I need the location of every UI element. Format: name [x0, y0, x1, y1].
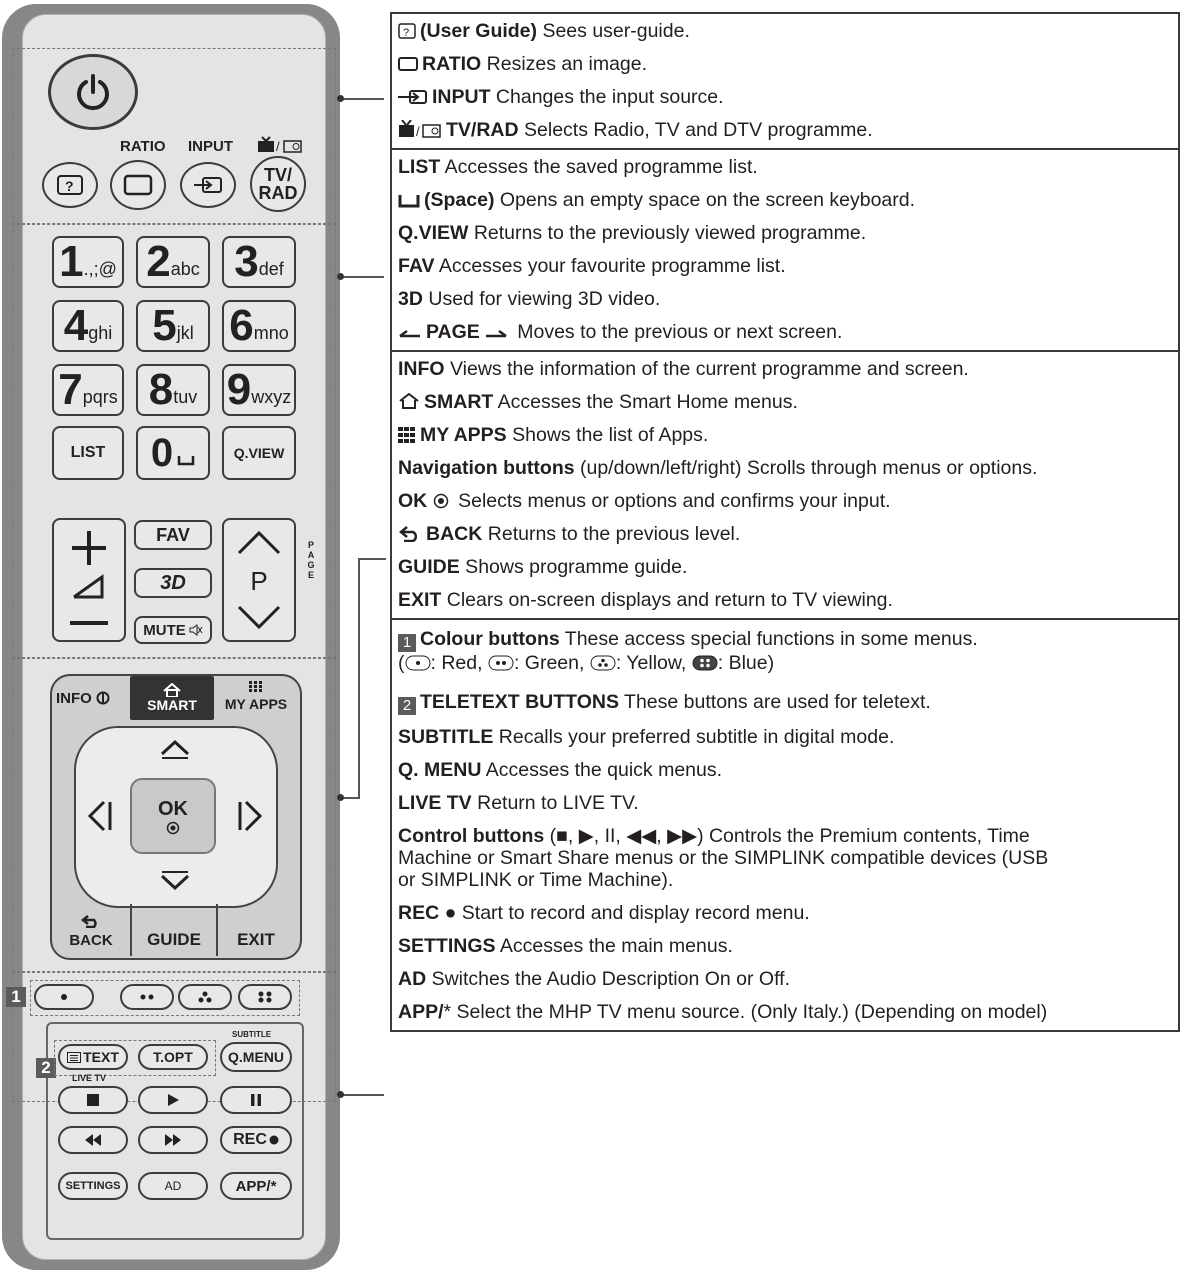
number-letters: tuv: [173, 386, 198, 407]
ad-button[interactable]: AD: [138, 1172, 208, 1200]
number-letters: pqrs: [82, 386, 118, 407]
number-button-5[interactable]: [136, 300, 210, 352]
space-icon: [177, 454, 195, 466]
row-livetv: LIVE TV Return to LIVE TV.: [398, 792, 639, 814]
user-guide-icon: [57, 175, 83, 195]
svg-text:?: ?: [65, 178, 74, 194]
green-button-icon: [488, 655, 514, 671]
input-icon: [193, 175, 223, 195]
red-button[interactable]: [34, 984, 94, 1010]
zero-button[interactable]: [136, 426, 210, 480]
leader-line-1: [340, 98, 384, 100]
teletext-badge: 2: [398, 697, 416, 715]
green-dots-icon: [140, 993, 154, 1001]
number-digit: 8: [148, 365, 172, 414]
right-arrow-icon[interactable]: [234, 798, 264, 834]
ratio-icon: [398, 56, 418, 72]
svg-text:/: /: [416, 124, 420, 138]
row-list: LIST Accesses the saved programme list.: [398, 156, 758, 178]
number-button-1[interactable]: [52, 236, 124, 288]
ok-button[interactable]: [130, 778, 216, 854]
row-settings: SETTINGS Accesses the main menus.: [398, 935, 733, 957]
myapps-label: MY APPS: [224, 696, 288, 712]
space-icon: [398, 194, 420, 208]
leader-line-3a: [358, 558, 386, 560]
number-letters: def: [258, 258, 284, 279]
p-label: P: [250, 566, 268, 596]
row-ratio: RATIO Resizes an image.: [392, 49, 1178, 82]
row-navigation: Navigation buttons (up/down/left/right) Scrolls through menus or options.: [398, 457, 1038, 479]
mute-button[interactable]: [134, 616, 212, 644]
number-digit: 1: [59, 237, 82, 286]
ok-label: OK: [158, 797, 188, 820]
back-arrow-icon: [80, 914, 102, 928]
pause-button[interactable]: [220, 1086, 292, 1114]
qmenu-button[interactable]: Q.MENU: [220, 1042, 292, 1072]
red-button-icon: [405, 655, 431, 671]
row-qmenu: Q. MENU Accesses the quick menus.: [398, 759, 723, 781]
button-description-table: [390, 12, 1180, 1032]
pause-icon: [250, 1094, 262, 1106]
svg-text:?: ?: [403, 27, 410, 39]
3d-button[interactable]: 3D: [134, 568, 212, 598]
green-button[interactable]: [120, 984, 174, 1010]
number-letters: mno: [253, 322, 289, 343]
row-ok: OK Selects menus or options and confirms your input.: [398, 490, 891, 512]
number-button-7[interactable]: [52, 364, 124, 416]
number-digit: 2: [146, 237, 169, 286]
topt-button[interactable]: T.OPT: [138, 1044, 208, 1070]
mute-label: MUTE: [143, 621, 186, 639]
fast-forward-icon: [164, 1134, 182, 1146]
blue-button-icon: [692, 655, 718, 671]
description-group-bottom: [392, 620, 1178, 1030]
fav-button[interactable]: FAV: [134, 520, 212, 550]
leader-line-2: [340, 276, 384, 278]
colour-badge: 1: [398, 634, 416, 652]
input-label: INPUT: [188, 138, 233, 155]
blue-button[interactable]: [238, 984, 292, 1010]
number-digit: 3: [234, 237, 257, 286]
number-letters: wxyz: [251, 386, 292, 407]
row-back: BACK Returns to the previous level.: [392, 519, 1178, 552]
row-guide: GUIDE Shows programme guide.: [398, 556, 688, 578]
settings-button[interactable]: SETTINGS: [58, 1172, 128, 1200]
tv-radio-icon: [256, 136, 304, 154]
leader-dot-4: [337, 1091, 344, 1098]
tv-rad-button[interactable]: TV/ RAD: [250, 156, 306, 212]
myapps-grid-icon: [398, 427, 416, 443]
leader-dot-1: [337, 95, 344, 102]
leader-line-4: [340, 1094, 384, 1096]
user-guide-icon: [398, 23, 416, 39]
myapps-grid-icon: [249, 681, 263, 693]
down-arrow-icon[interactable]: [158, 870, 192, 892]
description-group-navigation: [392, 352, 1178, 620]
row-info: INFO Views the information of the current programme and screen.: [398, 358, 969, 380]
row-ad: AD Switches the Audio Description On or Off.: [398, 968, 790, 990]
rec-dot-icon: [269, 1135, 279, 1145]
badge-1: 1: [6, 987, 26, 1007]
stop-icon: [87, 1094, 99, 1106]
rec-button[interactable]: [220, 1126, 292, 1154]
row-subtitle: SUBTITLE Recalls your preferred subtitle in digital mode.: [398, 726, 895, 748]
smart-home-icon: [162, 683, 182, 697]
program-rocker[interactable]: [222, 518, 296, 642]
smart-label: SMART: [147, 697, 197, 713]
leader-dot-2: [337, 273, 344, 280]
smart-home-icon: [398, 392, 420, 410]
number-digit: 5: [152, 301, 175, 350]
row-qview: Q.VIEW Returns to the previously viewed programme.: [398, 222, 867, 244]
row-fav: FAV Accesses your favourite programme list.: [398, 255, 786, 277]
number-button-3[interactable]: [222, 236, 296, 288]
back-label: BACK: [69, 932, 113, 949]
leader-vertical-3: [358, 558, 360, 798]
back-arrow-icon: [398, 526, 422, 542]
left-arrow-icon[interactable]: [86, 798, 116, 834]
number-letters: ghi: [88, 322, 113, 343]
row-space: (Space) Opens an empty space on the screen keyboard.: [392, 185, 1178, 218]
yellow-button-icon: [590, 655, 616, 671]
number-digit: 7: [58, 365, 81, 414]
text-button[interactable]: [58, 1044, 128, 1070]
myapps-button[interactable]: [222, 680, 290, 712]
ratio-icon: [123, 173, 153, 197]
number-button-2[interactable]: [136, 236, 210, 288]
row-tv-rad: / TV/RAD Selects Radio, TV and DTV programme.: [392, 115, 1178, 148]
row-3d: 3D Used for viewing 3D video.: [398, 288, 661, 310]
guide-button[interactable]: GUIDE: [147, 930, 201, 949]
yellow-button[interactable]: [178, 984, 232, 1010]
number-letters: jkl: [176, 322, 194, 343]
text-icon: [67, 1052, 81, 1063]
page-up-arrow-icon: [398, 328, 422, 340]
row-smart: SMART Accesses the Smart Home menus.: [392, 387, 1178, 420]
description-group-numbers: [392, 150, 1178, 352]
number-letters: .,;@: [83, 258, 117, 279]
zero-label: 0: [150, 430, 174, 475]
ok-dot-icon: [433, 493, 449, 509]
info-icon: [96, 691, 110, 705]
row-input: INPUT Changes the input source.: [392, 82, 1178, 115]
number-button-8[interactable]: [136, 364, 210, 416]
row-control-buttons: Control buttons (■, ▶, II, ◀◀, ▶▶) Controls the Premium contents, Time Machine or Smart Share menus or the SIMPLINK compatible devices (USB or SIMPLINK or Time Machine).: [398, 825, 1049, 891]
row-rec: REC ● Start to record and display record menu.: [398, 902, 810, 924]
ratio-button[interactable]: [110, 160, 166, 210]
rewind-button[interactable]: [58, 1126, 128, 1154]
page-label: PAGE: [307, 540, 315, 580]
text-label: TEXT: [83, 1049, 119, 1065]
power-button[interactable]: [48, 54, 138, 130]
svg-text:/: /: [276, 139, 280, 154]
play-button[interactable]: [138, 1086, 208, 1114]
input-button[interactable]: [180, 162, 236, 208]
qview-button[interactable]: Q.VIEW: [222, 426, 296, 480]
page-down-arrow-icon: [484, 328, 508, 340]
row-myapps: MY APPS Shows the list of Apps.: [392, 420, 1178, 453]
row-colour-buttons: 1 Colour buttons These access special functions in some menus. ( : Red, : Green, : Yellow, : Blue): [398, 628, 978, 674]
stop-button[interactable]: [58, 1086, 128, 1114]
user-guide-button[interactable]: [42, 162, 98, 208]
livetv-label: LIVE TV: [72, 1073, 107, 1083]
number-digit: 9: [226, 365, 250, 414]
row-exit: EXIT Clears on-screen displays and return to TV viewing.: [398, 589, 893, 611]
exit-button[interactable]: EXIT: [237, 930, 275, 949]
rec-label: REC: [233, 1131, 267, 1148]
ratio-label: RATIO: [120, 138, 166, 155]
number-button-9[interactable]: [222, 364, 296, 416]
volume-rocker[interactable]: [52, 518, 126, 642]
badge-2: 2: [36, 1058, 56, 1078]
fast-forward-button[interactable]: [138, 1126, 208, 1154]
list-button[interactable]: LIST: [52, 426, 124, 480]
row-app: APP/* Select the MHP TV menu source. (Only Italy.) (Depending on model): [398, 1001, 1048, 1023]
leader-dot-3: [337, 794, 344, 801]
number-letters: abc: [170, 258, 200, 279]
blue-dots-icon: [258, 991, 272, 1003]
description-group-top: [392, 14, 1178, 150]
back-button[interactable]: [60, 914, 122, 949]
number-button-6[interactable]: [222, 300, 296, 352]
number-digit: 4: [63, 301, 87, 350]
input-icon: [398, 89, 428, 105]
power-icon: [73, 72, 113, 112]
play-icon: [167, 1094, 179, 1106]
volume-icons: [64, 521, 114, 639]
row-page: PAGE Moves to the previous or next screen.: [392, 317, 1178, 350]
number-digit: 6: [229, 301, 252, 350]
tv-radio-icon: [398, 120, 442, 138]
ok-dot-icon: [166, 821, 180, 835]
mute-icon: [189, 624, 203, 636]
rewind-icon: [84, 1134, 102, 1146]
info-button[interactable]: [56, 690, 110, 707]
row-teletext: 2 TELETEXT BUTTONS These buttons are used for teletext.: [392, 681, 1178, 722]
smart-button[interactable]: [130, 676, 214, 720]
yellow-dots-icon: [198, 991, 212, 1003]
info-label: INFO: [56, 690, 92, 707]
app-button[interactable]: APP/*: [220, 1172, 292, 1200]
red-dot-icon: [60, 993, 68, 1001]
row-user-guide: ? (User Guide) Sees user-guide.: [392, 16, 1178, 49]
number-button-4[interactable]: [52, 300, 124, 352]
subtitle-label: SUBTITLE: [232, 1030, 272, 1039]
up-arrow-icon[interactable]: [158, 738, 192, 760]
